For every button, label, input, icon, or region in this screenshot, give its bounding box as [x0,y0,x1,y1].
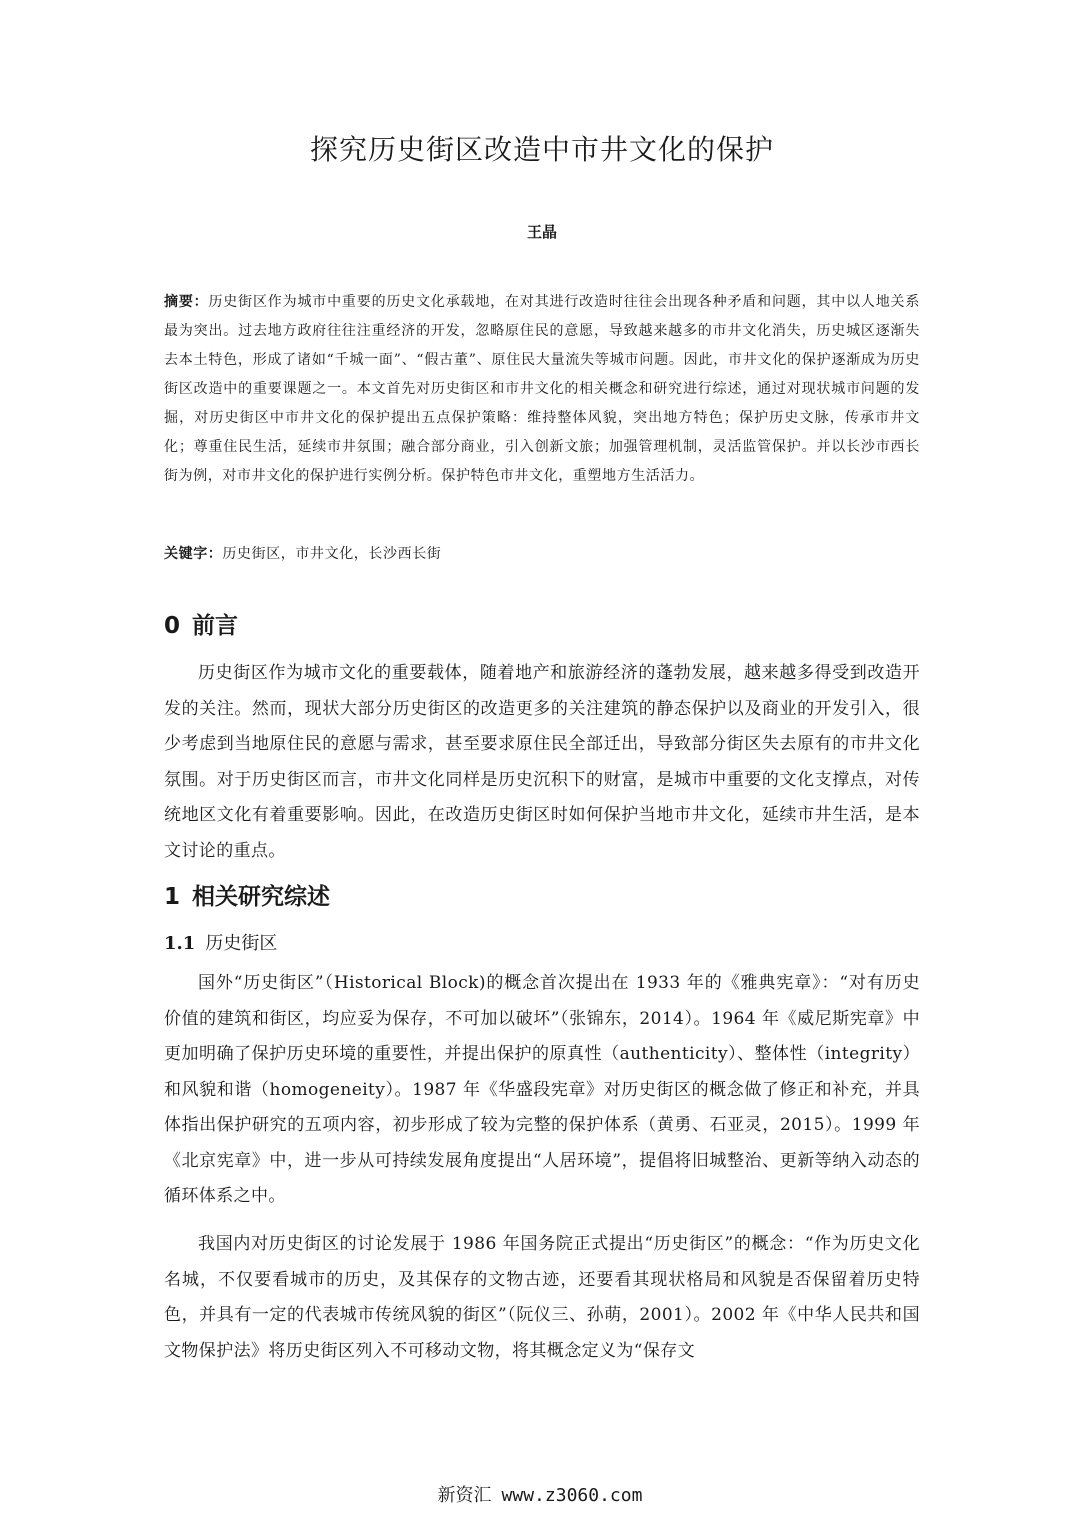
subsection-1-1-paragraph-1: 国外“历史街区”（Historical Block)的概念首次提出在 1933 年的《雅典宪章》：“对有历史价值的建筑和街区，均应妥为保存，不可加以破坏”（张锦东，2014）。1964 年《威尼斯宪章》中更加明确了保护历史环境的重要性，并提出保护的原真性（authenticity）、整体性（integrity）和风貌和谐（homogeneity）。1987 年《华盛段宪章》对历史街区的概念做了修正和补充，并具体指出保护研究的五项内容，初步形成了较为完整的保护体系（黄勇、石亚灵，2015）。1999 年《北京宪章》中，进一步从可持续发展角度提出“人居环境”，提倡将旧城整治、更新等纳入动态的循环体系之中。 [164,973,920,1206]
footer-url: www.z3060.com [501,1485,643,1506]
keywords-label: 关键字： [164,546,223,562]
keywords-text: 历史街区，市井文化，长沙西长街 [222,546,442,562]
abstract [164,288,920,491]
subsection-1-1-title: 历史街区 [205,933,278,954]
abstract-text: 历史街区作为城市中重要的历史文化承载地，在对其进行改造时往往会出现各种矛盾和问题，其中以人地关系最为突出。过去地方政府往往注重经济的开发，忽略原住民的意愿，导致越来越多的市井文化消失，历史城区逐渐失去本土特色，形成了诸如“千城一面”、“假古董”、原住民大量流失等城市问题。因此，市井文化的保护逐渐成为历史街区改造中的重要课题之一。本文首先对历史街区和市井文化的相关概念和研究进行综述，通过对现状城市问题的发掘，对历史街区中市井文化的保护提出五点保护策略：维持整体风貌，突出地方特色；保护历史文脉，传承市井文化；尊重住民生活，延续市井氛围；融合部分商业，引入创新文旅；加强管理机制，灵活监管保护。并以长沙市西长街为例，对市井文化的保护进行实例分析。保护特色市井文化，重塑地方生活活力。 [164,294,920,484]
footer-brand: 新资汇 [437,1485,492,1506]
section-0-heading [164,609,238,643]
author-name: 王晶 [526,223,557,241]
paper-title: 探究历史街区改造中市井文化的保护 [309,133,774,166]
page-footer [0,1482,1080,1510]
subsection-1-1-paragraph-2: 我国内对历史街区的讨论发展于 1986 年国务院正式提出“历史街区”的概念：“作为历史文化名城，不仅要看城市的历史，及其保存的文物古迹，还要看其现状格局和风貌是否保留着历史特色，并具有一定的代表城市传统风貌的街区”（阮仪三、孙萌，2001）。2002 年《中华人民共和国文物保护法》将历史街区列入不可移动文物，将其概念定义为“保存文 [164,1234,920,1361]
section-0-title: 前言 [192,613,239,639]
section-0-paragraph: 历史街区作为城市文化的重要载体，随着地产和旅游经济的蓬勃发展，越来越多得受到改造开发的关注。然而，现状大部分历史街区的改造更多的关注建筑的静态保护以及商业的开发引入，很少考虑到当地原住民的意愿与需求，甚至要求原住民全部迁出，导致部分街区失去原有的市井文化氛围。对于历史街区而言，市井文化同样是历史沉积下的财富，是城市中重要的文化支撑点，对传统地区文化有着重要影响。因此，在改造历史街区时如何保护当地市井文化，延续市井生活，是本文讨论的重点。 [164,663,920,861]
section-0-number: 0 [164,613,181,639]
section-1-heading [164,880,330,914]
keywords [164,540,920,568]
subsection-1-1-heading [164,930,277,958]
subsection-1-1-number: 1.1 [164,933,196,954]
abstract-label: 摘要： [164,294,209,310]
section-1-title: 相关研究综述 [192,884,331,910]
section-1-number: 1 [164,884,181,910]
